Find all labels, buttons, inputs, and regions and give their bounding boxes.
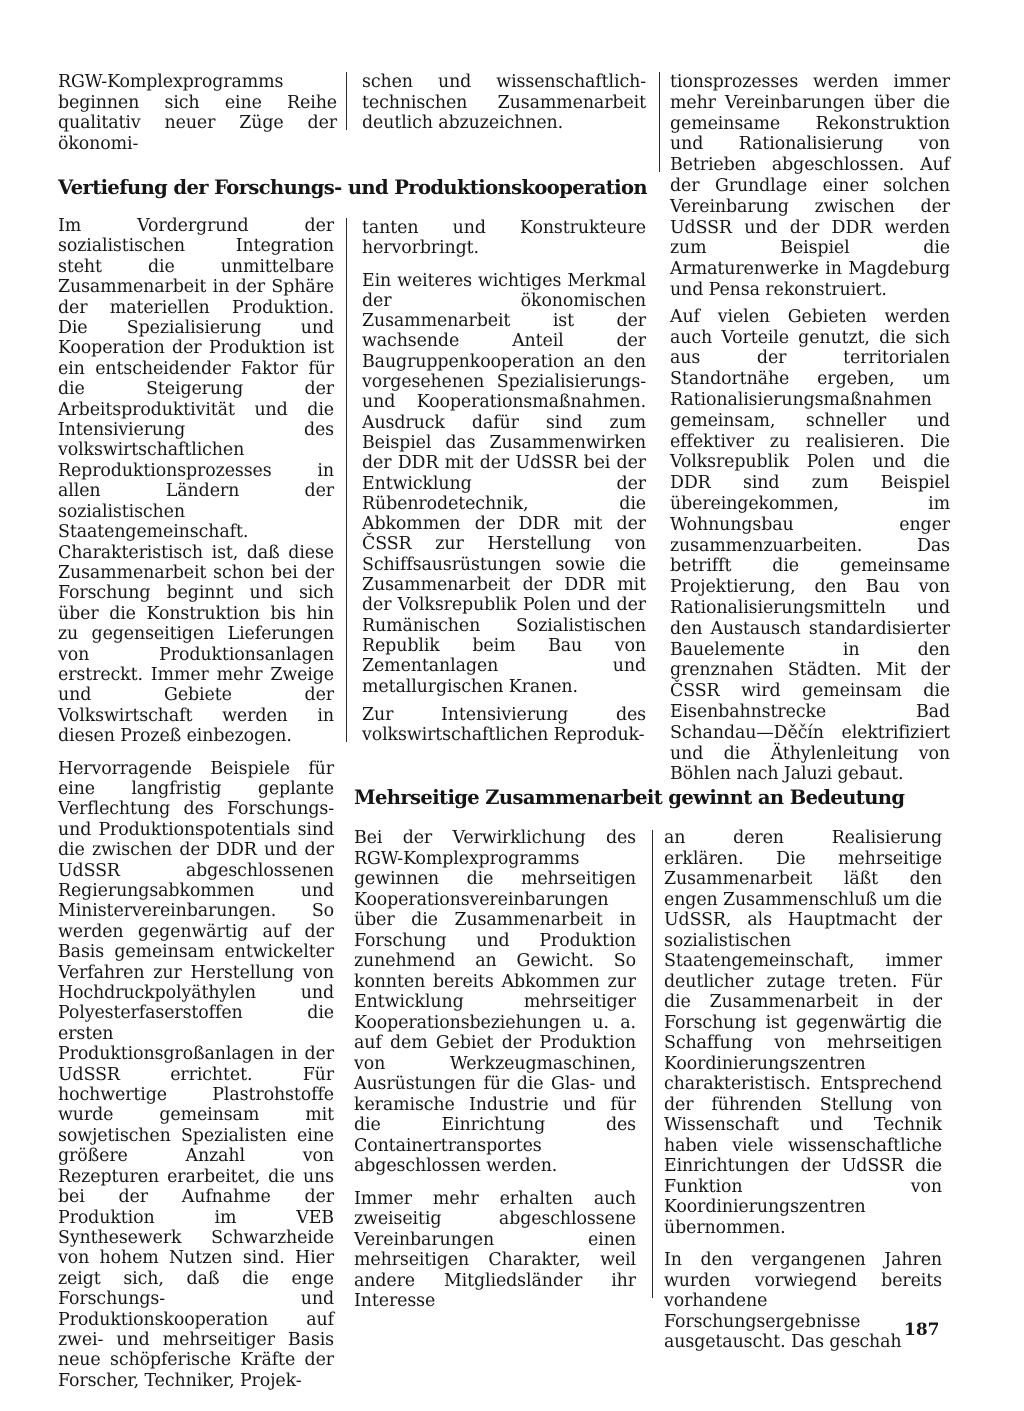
paragraph: Zur Intensivierung des volkswirtschaftlichen Reproduk- [362,704,646,746]
top-col1-text: RGW-Komplexprogramms beginnen sich eine Reihe qualitativ neuer Züge der ökonomi- [58,72,337,154]
paragraph: Immer mehr erhalten auch zweiseitig abgeschlossene Vereinbarungen einen mehrseitigen Charakter, weil andere Mitgliedsländer ihr Interesse [354,1188,636,1311]
section1-col2-text [362,218,646,746]
page-number: 187 [904,1320,940,1340]
section-heading-mehrseitige-zusammenarbeit: Mehrseitige Zusammenarbeit gewinnt an Bedeutung [354,786,905,809]
column-rule-top-1 [346,72,347,130]
paragraph: tionsprozesses werden immer mehr Vereinbarungen über die gemeinsame Rekonstruktion und Rationalisierung von Betrieben abgeschlossen. Auf der Grundlage einer solchen Vereinbarung zwischen der UdSSR und der DDR werden zum Beispiel die Armaturenwerke in Magdeburg und Pensa rekonstruiert. [670,72,950,300]
paragraph: Bei der Verwirklichung des RGW-Komplexprogramms gewinnen die mehrseitigen Kooperationsvereinbarungen über die Zusammenarbeit in Forschung und Produktion zunehmend an Gewicht. So konnten bereits Abkommen zur Entwicklung mehrseitiger Kooperationsbeziehungen u. a. auf dem Gebiet der Produktion von Werkzeugmaschinen, Ausrüstungen für die Glas- und keramische Industrie und für die Einrichtung des Containertransportes abgeschlossen werden. [354,828,636,1176]
section1-col1-text [58,216,334,1391]
paragraph: tanten und Konstrukteure hervorbringt. [362,218,646,259]
top-col3-text [670,72,950,785]
paragraph: Hervorragende Beispiele für eine langfristig geplante Verflechtung des Forschungs- und Produktionspotentials sind die zwischen der DDR und der UdSSR abgeschlossenen Regierungsabkommen und Ministervereinbarungen. So werden gegenwärtig auf der Basis gemeinsam entwickelter Verfahren zur Herstellung von Hochdruckpolyäthylen und Polyesterfaserstoffen die ersten Produktionsgroßanlagen in der UdSSR errichtet. Für hochwertige Plastrohstoffe wurde gemeinsam mit sowjetischen Spezialisten eine größere Anzahl von Rezepturen erarbeitet, die uns bei der Aufnahme der Produktion im VEB Synthesewerk Schwarzheide von hohem Nutzen sind. Hier zeigt sich, daß die enge Forschungs- und Produktionskooperation auf zwei- und mehrseitiger Basis neue schöpferische Kräfte der Forscher, Techniker, Projek- [58,758,334,1391]
paragraph: Ein weiteres wichtiges Merkmal der ökonomischen Zusammenarbeit ist der wachsende Anteil der Baugruppenkooperation an den vorgesehenen Spezialisierungs- und Kooperationsmaßnahmen. Ausdruck dafür sind zum Beispiel das Zusammenwirken der DDR mit der UdSSR bei der Entwicklung der Rübenrodetechnik, die Abkommen der DDR mit der ČSSR zur Herstellung von Schiffsausrüstungen sowie die Zusammenarbeit der DDR mit der Volksrepublik Polen und der Rumänischen Sozialistischen Republik beim Bau von Zementanlagen und metallurgischen Kranen. [362,270,646,697]
paragraph: In den vergangenen Jahren wurden vorwiegend bereits vorhandene Forschungsergebnisse ausgetauscht. Das geschah [664,1250,942,1352]
column-rule-top-2 [659,72,660,172]
paragraph: an deren Realisierung erklären. Die mehrseitige Zusammenarbeit läßt den engen Zusammenschluß um die UdSSR, als Hauptmacht der sozialistischen Staatengemeinschaft, immer deutlicher zutage treten. Für die Zusammenarbeit in der Forschung ist gegenwärtig die Schaffung von mehrseitigen Koordinierungszentren charakteristisch. Entsprechend der führenden Stellung von Wissenschaft und Technik haben viele wissenschaftliche Einrichtungen der UdSSR die Funktion von Koordinierungszentren übernommen. [664,828,942,1238]
column-rule-section2 [652,830,653,1298]
section-heading-forschungskooperation: Vertiefung der Forschungs- und Produktionskooperation [58,176,647,199]
section2-col2-text [354,828,636,1311]
column-rule-section1 [346,218,347,742]
top-col2-text: schen und wissenschaftlich-technischen Zusammenarbeit deutlich abzuzeichnen. [362,72,646,134]
paragraph: Auf vielen Gebieten werden auch Vorteile genutzt, die sich aus der territorialen Standortnähe ergeben, um Rationalisierungsmaßnahmen gemeinsam, schneller und effektiver zu realisieren. Die Volksrepublik Polen und die DDR sind zum Beispiel übereingekommen, im Wohnungsbau enger zusammenzuarbeiten. Das betrifft die gemeinsame Projektierung, den Bau von Rationalisierungsmitteln und den Austausch standardisierter Bauelemente in den grenznahen Städten. Mit der ČSSR wird gemeinsam die Eisenbahnstrecke Bad Schandau—Děčín elektrifiziert und die Äthylenleitung von Böhlen nach Jaluzi gebaut. [670,306,950,785]
paragraph: Im Vordergrund der sozialistischen Integration steht die unmittelbare Zusammenarbeit in der Sphäre der materiellen Produktion. Die Spezialisierung und Kooperation der Produktion ist ein entscheidender Faktor für die Steigerung der Arbeitsproduktivität und die Intensivierung des volkswirtschaftlichen Reproduktionsprozesses in allen Ländern der sozialistischen Staatengemeinschaft. Charakteristisch ist, daß diese Zusammenarbeit schon bei der Forschung beginnt und sich über die Konstruktion bis hin zu gegenseitigen Lieferungen von Produktionsanlagen erstreckt. Immer mehr Zweige und Gebiete der Volkswirtschaft werden in diesen Prozeß einbezogen. [58,216,334,747]
